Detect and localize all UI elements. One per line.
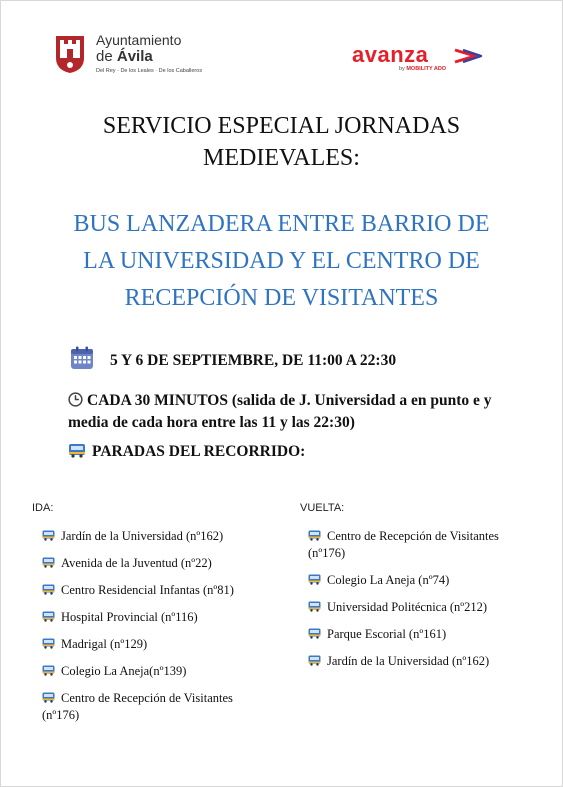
city-prefix: de	[96, 48, 117, 65]
stop-label: Jardín de la Universidad (nº162)	[327, 654, 490, 668]
subtitle-line-2: LA UNIVERSIDAD Y EL CENTRO DE	[83, 248, 480, 274]
list-item	[42, 609, 282, 626]
bus-icon	[68, 443, 86, 458]
avanza-subtitle	[399, 66, 446, 72]
subtitle-line-3: RECEPCIÓN DE VISITANTES	[124, 285, 439, 311]
bus-icon	[308, 574, 321, 585]
bus-icon	[308, 655, 321, 666]
list-item	[308, 626, 548, 643]
list-item	[42, 690, 282, 724]
page-title	[20, 110, 543, 174]
list-item	[42, 663, 282, 680]
avanza-sub-by: by	[399, 66, 407, 72]
stop-label: Hospital Provincial (nº116)	[61, 610, 198, 624]
bus-icon	[308, 628, 321, 639]
stop-label: Centro de Recepción de Visitantes	[327, 529, 499, 543]
ayuntamiento-city	[96, 48, 153, 66]
stops-heading	[68, 443, 305, 461]
service-frequency	[68, 390, 508, 434]
avanza-wordmark: avanza	[352, 42, 429, 67]
bus-icon	[42, 557, 55, 568]
ayuntamiento-logo	[52, 30, 212, 80]
frequency-text: CADA 30 MINUTOS (salida de J. Universidad a en punto e y media de cada hora entre las 11 y las 22:30)	[68, 392, 492, 431]
bus-icon	[42, 692, 55, 703]
avanza-sub-brand: MOBILITY ADO	[406, 66, 447, 72]
avanza-arrow-icon	[453, 47, 483, 65]
vuelta-stop-list	[308, 528, 548, 680]
stop-label: Centro Residencial Infantas (nº81)	[61, 583, 234, 597]
list-item	[308, 572, 548, 589]
stop-label: Parque Escorial (nº161)	[327, 627, 447, 641]
stops-heading-text: PARADAS DEL RECORRIDO:	[92, 443, 306, 460]
stop-label: Colegio La Aneja (nº74)	[327, 573, 450, 587]
bus-icon	[42, 530, 55, 541]
subtitle-line-1: BUS LANZADERA ENTRE BARRIO DE	[73, 211, 490, 237]
list-item	[308, 599, 548, 616]
bus-icon	[42, 665, 55, 676]
clock-icon	[68, 392, 83, 407]
service-date: 5 Y 6 DE SEPTIEMBRE, DE 11:00 A 22:30	[110, 352, 397, 369]
title-line-1: SERVICIO ESPECIAL JORNADAS	[102, 113, 461, 139]
bus-icon	[42, 584, 55, 595]
bus-icon	[308, 530, 321, 541]
calendar-icon	[70, 346, 94, 370]
title-line-2: MEDIEVALES:	[203, 145, 360, 171]
ida-heading: IDA:	[32, 502, 54, 514]
list-item	[42, 528, 282, 545]
stop-label: Jardín de la Universidad (nº162)	[61, 529, 224, 543]
stop-label-continued: (nº176)	[308, 546, 346, 560]
stop-label: Centro de Recepción de Visitantes	[61, 691, 233, 705]
bus-icon	[308, 601, 321, 612]
list-item	[42, 582, 282, 599]
list-item	[42, 636, 282, 653]
ayuntamiento-motto: Del Rey · De los Leales · De los Caballeros	[96, 68, 203, 74]
ayuntamiento-name: Ayuntamiento	[96, 32, 182, 48]
bus-icon	[42, 638, 55, 649]
vuelta-heading: VUELTA:	[300, 502, 345, 514]
stop-label-continued: (nº176)	[42, 708, 80, 722]
city-crest-icon	[52, 32, 88, 74]
list-item	[308, 653, 548, 670]
list-item	[308, 528, 548, 562]
list-item	[42, 555, 282, 572]
stop-label: Madrigal (nº129)	[61, 637, 148, 651]
bus-icon	[42, 611, 55, 622]
page-subtitle	[20, 206, 543, 317]
avanza-logo	[352, 44, 492, 76]
stop-label: Universidad Politécnica (nº212)	[327, 600, 488, 614]
city-name: Ávila	[116, 48, 153, 65]
ida-stop-list	[42, 528, 282, 734]
stop-label: Avenida de la Juventud (nº22)	[61, 556, 212, 570]
stop-label: Colegio La Aneja(nº139)	[61, 664, 187, 678]
